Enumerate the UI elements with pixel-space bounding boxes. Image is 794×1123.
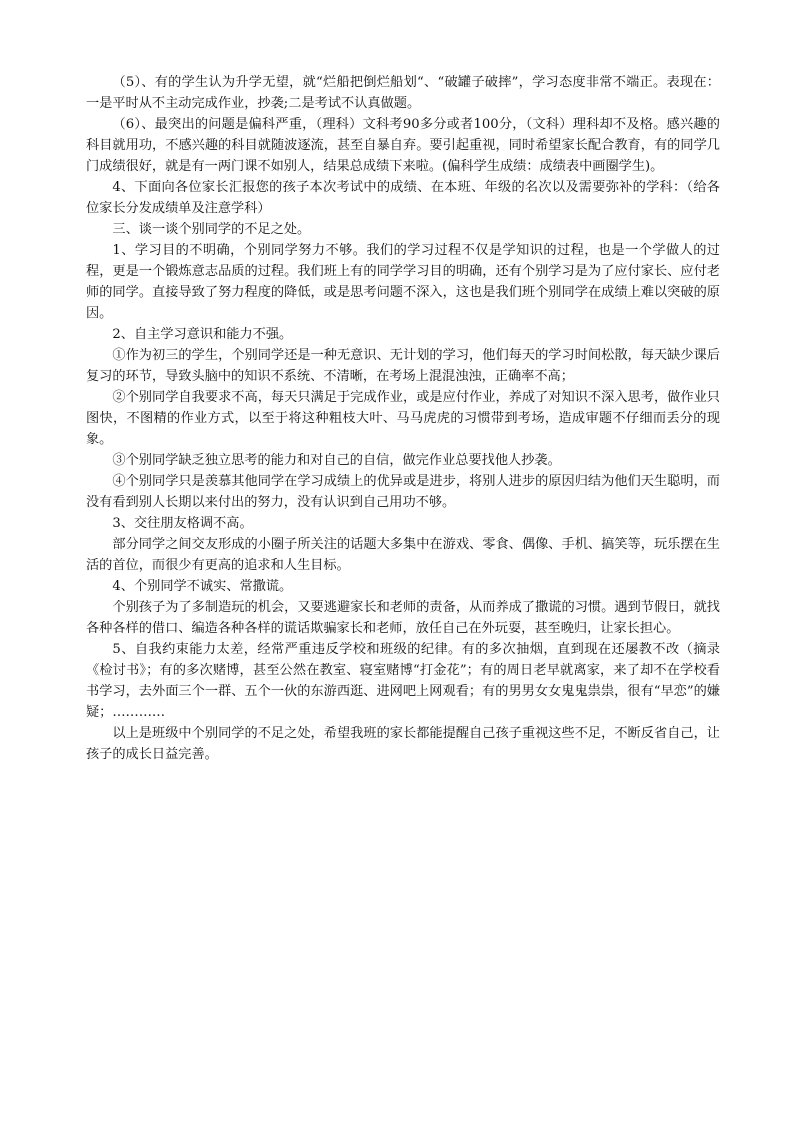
paragraph-report-scores: 4、下面向各位家长汇报您的孩子本次考试中的成绩、在本班、年级的名次以及需要弥补的学科：（给各位家长分发成绩单及注意学科） [86,180,720,216]
paragraph-point-3: ③个别同学缺乏独立思考的能力和对自己的自信，做完作业总要找他人抄袭。 [112,453,561,468]
paragraph-subject-bias: （6）、最突出的问题是偏科严重，（理科）文科考90多分或者100分，（文科）理科却不及格。感兴趣的科目就用功，不感兴趣的科目就随波逐流，甚至自暴自弃。要引起重视，同时希望家长配合教育，有的同学几门成绩很好，就是有一两门课不如别人，结果总成绩下来啦。(偏科学生成绩：成绩表中画圈学生)。 [86,117,720,174]
paragraph-point-4: ④个别同学只是羡慕其他同学在学习成绩上的优异或是进步，将别人进步的原因归结为他们天生聪明，而没有看到别人长期以来付出的努力，没有认识到自己用功不够。 [86,474,720,510]
paragraph-honesty: 个别孩子为了多制造玩的机会，又要逃避家长和老师的责备，从而养成了撒谎的习惯。遇到节假日，就找各种各样的借口、编造各种各样的谎话欺骗家长和老师，放任自己在外玩耍，甚至晚归，让家长担心。 [86,600,720,636]
paragraph-conclusion: 以上是班级中个别同学的不足之处，希望我班的家长都能提醒自己孩子重视这些不足，不断反省自己，让孩子的成长日益完善。 [86,726,720,762]
paragraph-self-study-heading: 2、自主学习意识和能力不强。 [112,327,293,342]
paragraph-friends-heading: 3、交往朋友格调不高。 [112,516,253,531]
paragraph-honesty-heading: 4、个别同学不诚实、常撒谎。 [112,579,293,594]
paragraph-point-1: ①作为初三的学生，个别同学还是一种无意识、无计划的学习，他们每天的学习时间松散，每天缺少课后复习的环节，导致头脑中的知识不系统、不清晰，在考场上混混浊浊，正确率不高； [86,348,720,384]
paragraph-discipline: 5、自我约束能力太差，经常严重违反学校和班级的纪律。有的多次抽烟，直到现在还屡教不改（摘录《检讨书》；有的多次赌博，甚至公然在教室、寝室赌博“打金花”；有的周日老早就离家，来了却不在学校看书学习，去外面三个一群、五个一伙的东游西逛、进网吧上网观看；有的男男女女鬼鬼祟祟，很有“早恋”的嫌疑；………… [86,642,720,720]
paragraph-point-2: ②个别同学自我要求不高，每天只满足于完成作业，或是应付作业，养成了对知识不深入思考，做作业只图快，不图精的作业方式，以至于将这种粗枝大叶、马马虎虎的习惯带到考场，造成审题不仔细而丢分的现象。 [86,390,720,447]
paragraph-attitude: （5）、有的学生认为升学无望，就“烂船把倒烂船划“、“破罐子破摔”，学习态度非常不端正。表现在：一是平时从不主动完成作业，抄袭;二是考试不认真做题。 [86,75,720,111]
section-heading-shortcomings: 三、谈一谈个别同学的不足之处。 [112,222,311,237]
document-body [86,72,720,765]
paragraph-learning-goal: 1、学习目的不明确，个别同学努力不够。我们的学习过程不仅是学知识的过程，也是一个学做人的过程，更是一个锻炼意志品质的过程。我们班上有的同学学习目的明确，还有个别学习是为了应付家长、应付老师的同学。直接导致了努力程度的降低，或是思考问题不深入，这也是我们班个别同学在成绩上难以突破的原因。 [86,243,720,321]
paragraph-friends: 部分同学之间交友形成的小圈子所关注的话题大多集中在游戏、零食、偶像、手机、搞笑等，玩乐摆在生活的首位，而很少有更高的追求和人生目标。 [86,537,720,573]
